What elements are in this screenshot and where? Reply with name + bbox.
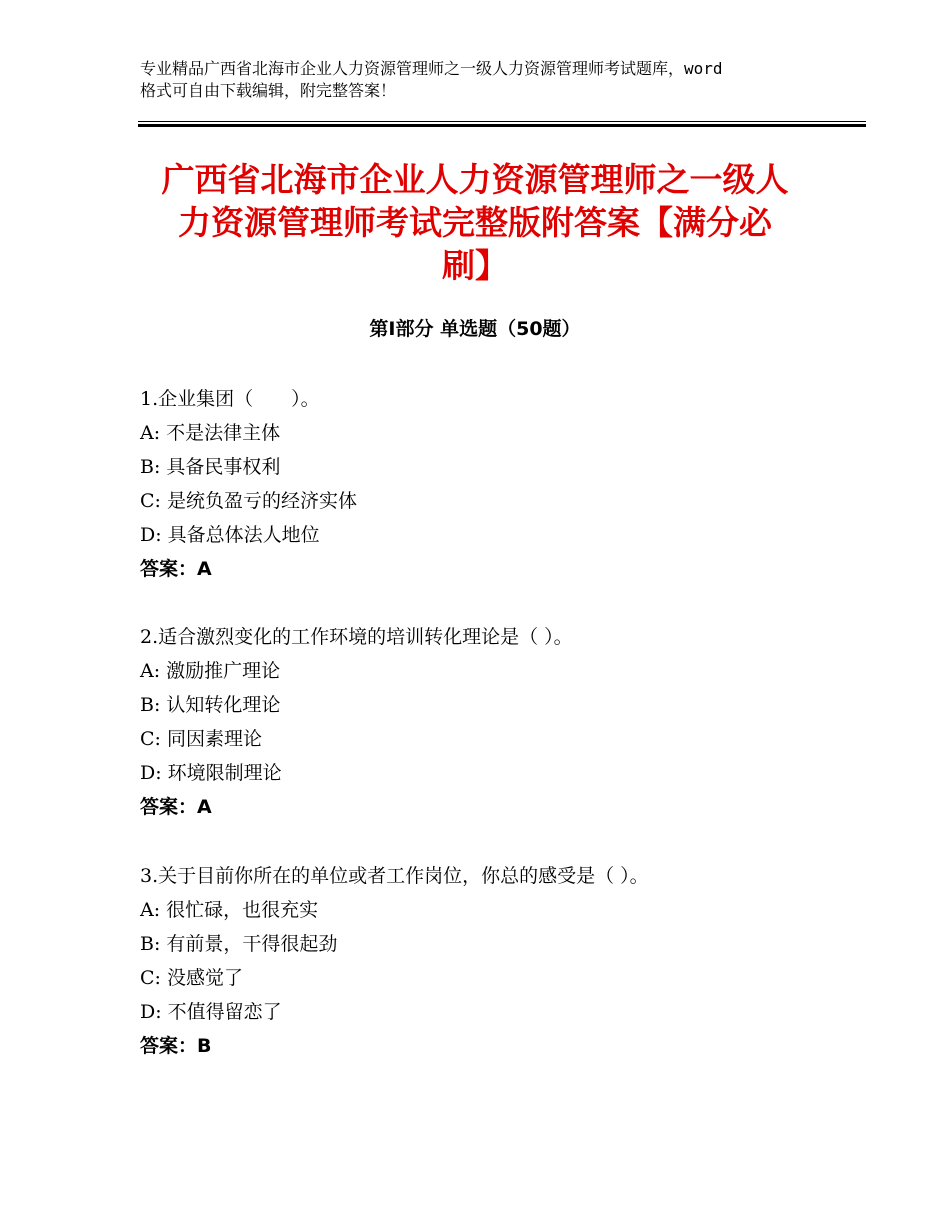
header-note-line-1: 专业精品广西省北海市企业人力资源管理师之一级人力资源管理师考试题库，word: [140, 59, 723, 78]
option-c: C: 同因素理论: [140, 728, 262, 750]
section-heading: 第Ⅰ部分 单选题（50题）: [369, 318, 581, 340]
header-divider-thick: [138, 124, 866, 127]
option-a: A: 激励推广理论: [140, 660, 281, 682]
option-a: A: 很忙碌，也很充实: [140, 899, 319, 921]
document-title: [140, 158, 810, 287]
answer-line: 答案：A: [140, 558, 212, 580]
question-block: [140, 382, 840, 586]
option-b: B: 具备民事权利: [140, 456, 281, 478]
option-d: D: 不值得留恋了: [140, 1001, 282, 1023]
answer-line: 答案：A: [140, 796, 212, 818]
option-c: C: 是统负盈亏的经济实体: [140, 490, 357, 512]
header-note-line-2: 格式可自由下载编辑，附完整答案！: [140, 81, 397, 100]
header-divider-thin: [138, 121, 866, 122]
document-title-line-2: 力资源管理师考试完整版附答案【满分必: [178, 203, 772, 242]
option-d: D: 环境限制理论: [140, 762, 282, 784]
option-a: A: 不是法律主体: [140, 422, 281, 444]
question-stem: 2.适合激烈变化的工作环境的培训转化理论是（ ）。: [140, 626, 573, 648]
header-note: [140, 58, 820, 102]
question-stem: 3.关于目前你所在的单位或者工作岗位，你总的感受是（ ）。: [140, 865, 649, 887]
option-d: D: 具备总体法人地位: [140, 524, 320, 546]
question-block: [140, 859, 840, 1063]
option-b: B: 认知转化理论: [140, 694, 281, 716]
document-title-line-3: 刷】: [442, 246, 508, 285]
option-b: B: 有前景，干得很起劲: [140, 933, 338, 955]
question-block: [140, 620, 840, 824]
question-stem: 1.企业集团（ ）。: [140, 388, 320, 410]
document-title-line-1: 广西省北海市企业人力资源管理师之一级人: [161, 160, 789, 199]
option-c: C: 没感觉了: [140, 967, 243, 989]
answer-line: 答案：B: [140, 1035, 212, 1057]
